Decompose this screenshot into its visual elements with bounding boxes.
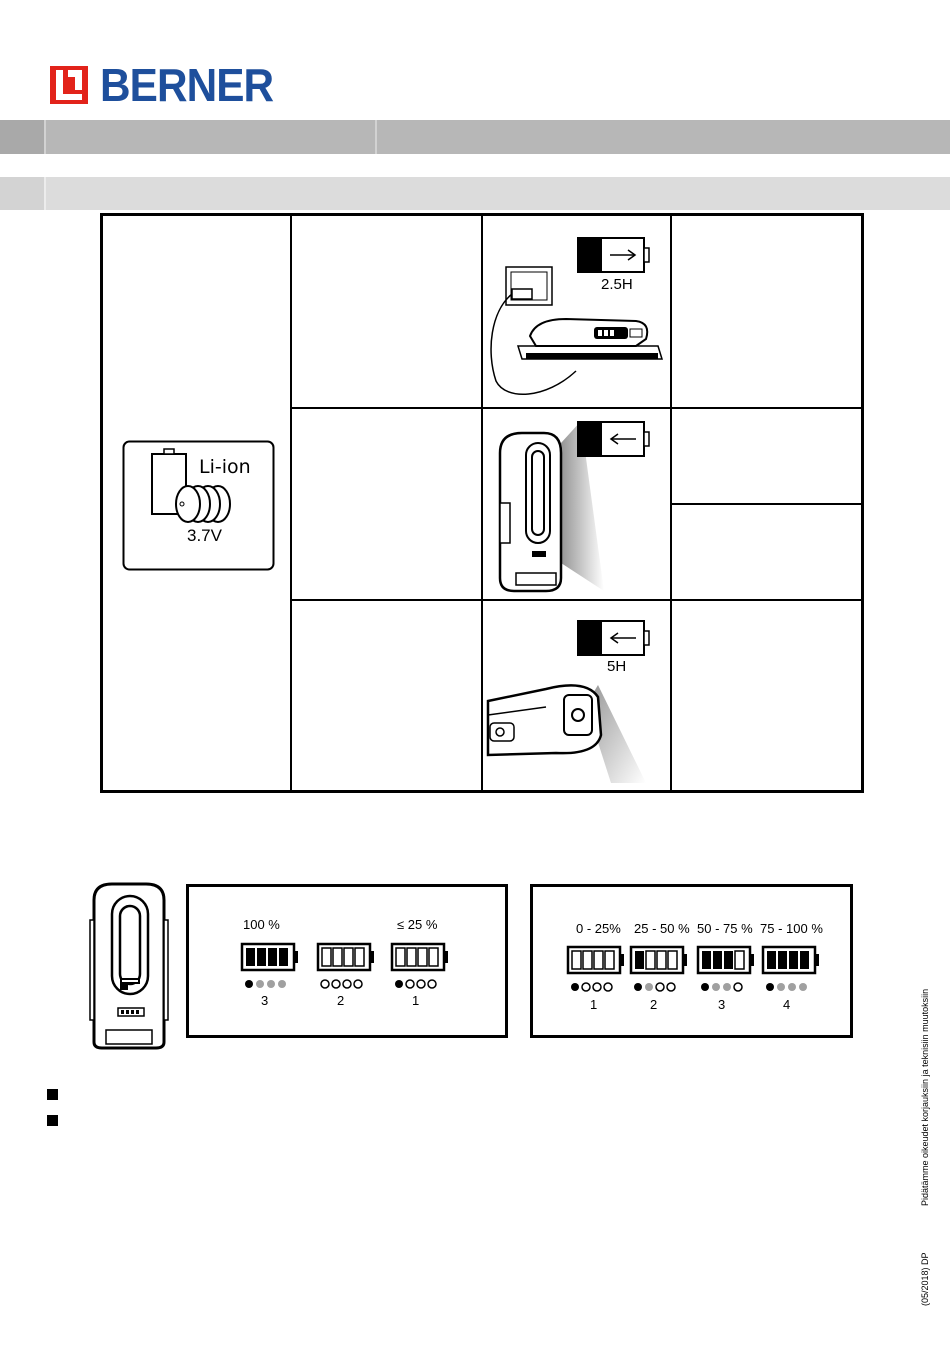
indicator-number: 3	[718, 997, 726, 1012]
spot-light-illustration	[486, 605, 666, 787]
indicator-number: 4	[783, 997, 791, 1012]
label-25-percent: ≤ 25 %	[397, 917, 438, 932]
battery-level-icons-single	[189, 887, 505, 1035]
label-100-percent: 100 %	[243, 917, 280, 932]
indicator-number: 1	[590, 997, 598, 1012]
label-50-75-percent: 50 - 75 %	[697, 921, 753, 936]
document-code: (05/2018) DP	[920, 1252, 930, 1306]
label-75-100-percent: 75 - 100 %	[760, 921, 823, 936]
charging-illustration	[486, 221, 666, 403]
battery-outline-icon	[318, 944, 374, 970]
charge-time-label: 2.5H	[601, 276, 633, 293]
battery-full-icon	[763, 947, 819, 973]
battery-full-icon	[242, 944, 298, 970]
battery-level-icons-range	[533, 887, 850, 1035]
battery-voltage-label: 3.7V	[187, 526, 222, 545]
battery-quarter-icon	[568, 947, 624, 973]
bullet-marker	[47, 1089, 58, 1100]
charging-table	[100, 213, 864, 793]
indicator-number: 2	[337, 993, 345, 1008]
subtitle-bar	[0, 177, 950, 210]
label-25-50-percent: 25 - 50 %	[634, 921, 690, 936]
battery-low-icon	[392, 944, 448, 970]
work-light-illustration	[486, 413, 666, 595]
brand-logo-text: BERNER	[100, 59, 274, 111]
battery-three-quarter-icon	[698, 947, 754, 973]
battery-indicator-box-range	[530, 884, 853, 1038]
label-0-25-percent: 0 - 25%	[576, 921, 621, 936]
rights-notice: Pidätämme oikeudet korjauksiin ja teknisiin muutoksiin	[920, 988, 930, 1206]
indicator-number: 3	[261, 993, 269, 1008]
battery-half-icon	[631, 947, 687, 973]
berner-logo-mark	[50, 66, 88, 104]
work-light-front-illustration	[86, 880, 172, 1050]
battery-indicator-box-single	[186, 884, 508, 1038]
indicator-number: 1	[412, 993, 420, 1008]
battery-type-label: Li-ion	[199, 456, 251, 478]
bullet-marker	[47, 1115, 58, 1126]
title-bar	[0, 120, 950, 154]
runtime-label: 5H	[607, 658, 627, 675]
indicator-number: 2	[650, 997, 658, 1012]
